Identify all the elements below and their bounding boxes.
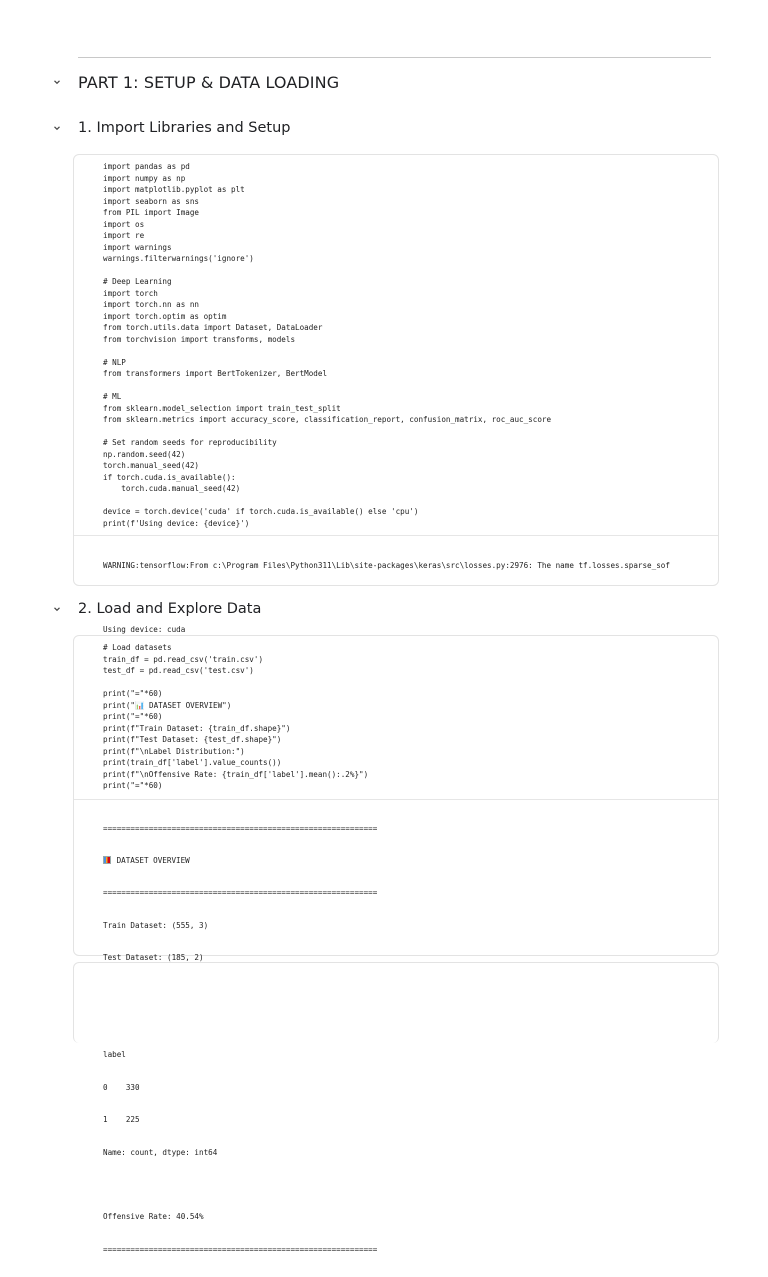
section-title: 2. Load and Explore Data xyxy=(78,601,262,617)
output-blank-line xyxy=(103,1180,718,1191)
output-train-line: Train Dataset: (555, 3) xyxy=(103,920,209,930)
output-rule: ============================================================ xyxy=(103,823,378,833)
code-editor[interactable]: # Load datasets train_df = pd.read_csv('train.csv') test_df = pd.read_csv('test.csv') print("="*60) print("📊 DATASET OVERVIEW") print("="*60) print(f"Train Dataset: {train_df.shape}") print(f"Test Dataset: {test_df.shape}") print(f"\nLabel Distribution:") print(train_df['label'].value_counts()) print(f"\nOffensive Rate: {train_df['label'].mean():.2%}") print("="*60) xyxy=(103,643,369,790)
section-part1-header[interactable] xyxy=(52,71,339,93)
chevron-down-icon[interactable] xyxy=(52,604,62,614)
output-row-0: 0 330 xyxy=(103,1082,140,1092)
code-editor[interactable]: import pandas as pd import numpy as np import matplotlib.pyplot as plt import seaborn as sns from PIL import Image import os import re import warnings warnings.filterwarnings('ignore') # Deep Learning import torch import torch.nn as nn import torch.optim as optim from torch.utils.data import Dataset, DataLoader from torchvision import transforms, models # NLP from transformers import BertTokenizer, BertModel # ML from sklearn.model_selection import train_test_split from sklearn.metrics import accuracy_score, classification_report, confusion_matrix, roc_auc_score # Set random seeds for reproducibility np.random.seed(42) torch.manual_seed(42) if torch.cuda.is_available(): torch.cuda.manual_seed(42) device = torch.device('cuda' if torch.cuda.is_available() else 'cpu') print(f'Using device: {device}') xyxy=(103,162,552,528)
output-name-line: Name: count, dtype: int64 xyxy=(103,1147,218,1157)
code-cell-load-data[interactable] xyxy=(73,635,719,1254)
output-offensive-rate: Offensive Rate: 40.54% xyxy=(103,1212,204,1222)
section-title: PART 1: SETUP & DATA LOADING xyxy=(78,72,340,92)
bar-chart-icon xyxy=(103,856,111,864)
output-row-1: 1 225 xyxy=(103,1115,140,1125)
output-overview-title: DATASET OVERVIEW xyxy=(116,855,190,865)
section-load-header[interactable] xyxy=(52,598,261,620)
output-device-line: Using device: cuda xyxy=(103,625,186,635)
code-cell-next[interactable] xyxy=(73,962,719,1043)
output-rule: ============================================================ xyxy=(103,888,378,898)
top-divider xyxy=(78,57,711,58)
section-title: 1. Import Libraries and Setup xyxy=(78,120,291,136)
output-warning-line: WARNING:tensorflow:From c:\Program Files\Python311\Lib\site-packages\keras\src\losses.py:2976: The name tf.losses.sparse_sof xyxy=(103,560,670,570)
chevron-down-icon[interactable] xyxy=(52,77,62,87)
section-import-header[interactable] xyxy=(52,117,291,139)
output-rule: ============================================================ xyxy=(103,1244,378,1254)
output-label-header: label xyxy=(103,1050,126,1060)
output-test-line: Test Dataset: (185, 2) xyxy=(103,953,204,963)
output-overview-line xyxy=(103,856,718,867)
chevron-down-icon[interactable] xyxy=(52,123,62,133)
